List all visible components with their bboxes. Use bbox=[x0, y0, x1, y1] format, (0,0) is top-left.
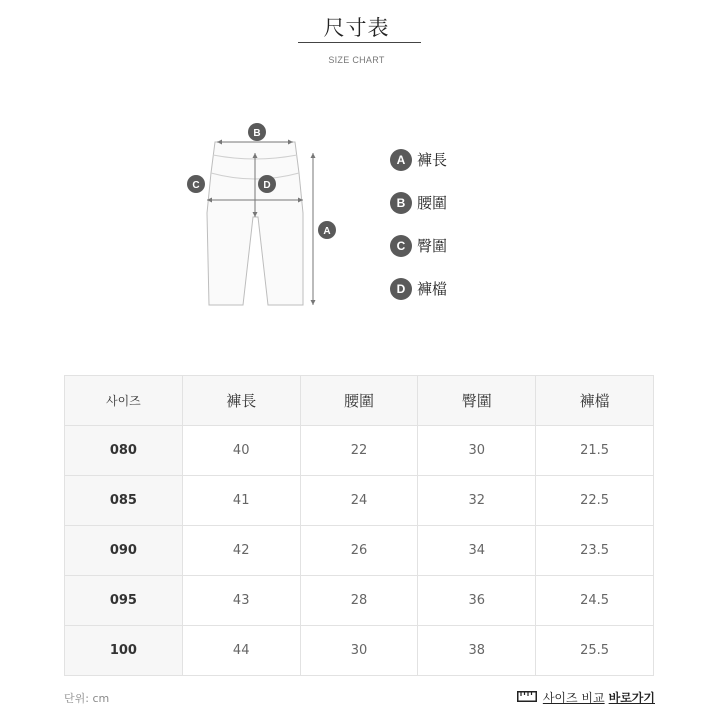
column-header: 臀圍 bbox=[418, 376, 536, 426]
legend-item-a bbox=[390, 148, 447, 171]
marker-a bbox=[318, 221, 336, 239]
svg-text:C: C bbox=[192, 180, 200, 191]
table-cell: 21.5 bbox=[536, 426, 654, 476]
table-cell: 32 bbox=[418, 476, 536, 526]
measurement-legend bbox=[390, 148, 447, 320]
table-cell: 22 bbox=[300, 426, 418, 476]
legend-label: 褲長 bbox=[417, 151, 448, 169]
table-cell: 24 bbox=[300, 476, 418, 526]
size-cell: 085 bbox=[65, 476, 183, 526]
size-cell: 095 bbox=[65, 576, 183, 626]
table-row bbox=[65, 626, 654, 676]
table-cell: 44 bbox=[182, 626, 300, 676]
table-cell: 22.5 bbox=[536, 476, 654, 526]
table-cell: 36 bbox=[418, 576, 536, 626]
legend-item-d bbox=[390, 277, 447, 300]
size-cell: 080 bbox=[65, 426, 183, 476]
table-cell: 26 bbox=[300, 526, 418, 576]
size-cell: 090 bbox=[65, 526, 183, 576]
legend-label: 褲檔 bbox=[417, 280, 448, 298]
table-cell: 30 bbox=[418, 426, 536, 476]
table-cell: 38 bbox=[418, 626, 536, 676]
table-row bbox=[65, 476, 654, 526]
legend-item-c bbox=[390, 234, 447, 257]
compare-text: 사이즈 비교 bbox=[542, 691, 605, 705]
column-header: 褲檔 bbox=[536, 376, 654, 426]
ruler-icon bbox=[517, 691, 537, 705]
compare-action: 바로가기 bbox=[608, 691, 655, 705]
table-row bbox=[65, 576, 654, 626]
marker-d bbox=[258, 175, 276, 193]
column-header: 腰圍 bbox=[300, 376, 418, 426]
shorts-diagram bbox=[175, 115, 355, 320]
table-cell: 34 bbox=[418, 526, 536, 576]
legend-label: 腰圍 bbox=[417, 194, 448, 212]
page-subtitle: SIZE CHART bbox=[328, 55, 385, 65]
column-header: 사이즈 bbox=[65, 376, 183, 426]
legend-item-b bbox=[390, 191, 447, 214]
table-cell: 40 bbox=[182, 426, 300, 476]
title-divider bbox=[298, 42, 421, 43]
column-header: 褲長 bbox=[182, 376, 300, 426]
svg-text:D: D bbox=[263, 180, 271, 191]
table-cell: 43 bbox=[182, 576, 300, 626]
marker-c bbox=[187, 175, 205, 193]
table-cell: 42 bbox=[182, 526, 300, 576]
table-cell: 30 bbox=[300, 626, 418, 676]
table-cell: 25.5 bbox=[536, 626, 654, 676]
table-header-row bbox=[65, 376, 654, 426]
table-cell: 24.5 bbox=[536, 576, 654, 626]
legend-badge: A bbox=[390, 149, 412, 171]
table-row bbox=[65, 526, 654, 576]
legend-badge: D bbox=[390, 278, 412, 300]
table-cell: 23.5 bbox=[536, 526, 654, 576]
size-compare-link[interactable] bbox=[517, 689, 655, 706]
legend-label: 臀圍 bbox=[417, 237, 448, 255]
unit-label: 단위: cm bbox=[64, 692, 110, 705]
size-cell: 100 bbox=[65, 626, 183, 676]
table-cell: 41 bbox=[182, 476, 300, 526]
table-cell: 28 bbox=[300, 576, 418, 626]
legend-badge: C bbox=[390, 235, 412, 257]
page-title: 尺寸表 bbox=[323, 16, 390, 40]
svg-text:A: A bbox=[323, 226, 331, 237]
marker-b bbox=[248, 123, 266, 141]
shorts-illustration bbox=[175, 115, 355, 320]
legend-badge: B bbox=[390, 192, 412, 214]
size-table bbox=[64, 375, 654, 676]
table-row bbox=[65, 426, 654, 476]
svg-text:B: B bbox=[253, 128, 261, 139]
